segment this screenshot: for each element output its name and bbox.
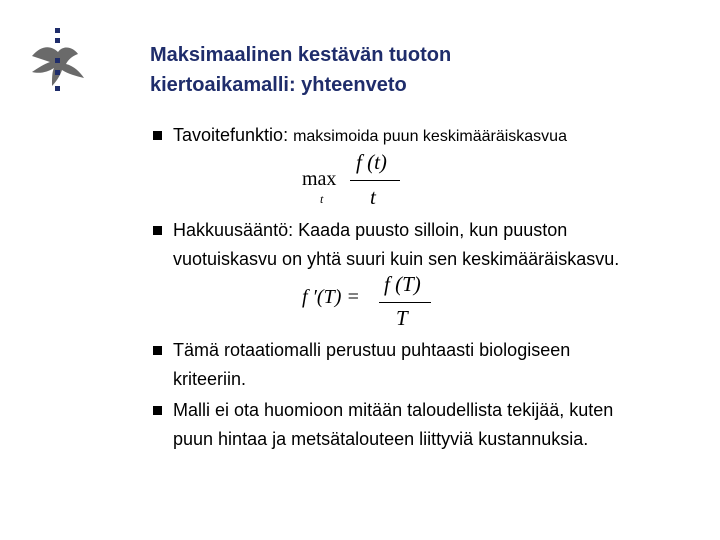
title-line-1: Maksimaalinen kestävän tuoton — [150, 44, 452, 66]
bullet-square-icon — [153, 131, 162, 140]
formula-2-lhs: f ′(T) = — [302, 286, 360, 308]
bullet-3-line-1: Tämä rotaatiomalli perustuu puhtaasti biologiseen — [173, 340, 571, 360]
bullet-cutting-rule — [153, 216, 693, 274]
bullet-1-lead: Tavoitefunktio: — [173, 125, 294, 145]
bullet-4-line-2: puun hintaa ja metsätalouteen liittyviä kustannuksia. — [173, 429, 589, 449]
page-title — [150, 40, 670, 100]
bullet-3-line-2: kriteeriin. — [173, 369, 247, 389]
formula-1-denominator: t — [370, 185, 376, 209]
bullet-4-line-1: Malli ei ota huomioon mitään taloudellista tekijää, kuten — [173, 400, 614, 420]
formula-1-fraction-bar — [350, 180, 400, 181]
formula-1-sub: t — [320, 192, 324, 206]
formula-1-numerator: f (t) — [356, 150, 387, 174]
formula-2-denominator: T — [396, 306, 408, 330]
bullet-no-economics — [153, 396, 693, 454]
title-line-2: kiertoaikamalli: yhteenveto — [150, 74, 407, 96]
bullet-square-icon — [153, 346, 162, 355]
bullet-2-line-1: Hakkuusääntö: Kaada puusto silloin, kun puuston — [173, 220, 568, 240]
university-emblem-icon — [22, 26, 92, 96]
bullet-biological — [153, 336, 693, 394]
formula-2-fraction-bar — [379, 302, 431, 303]
bullet-2-line-2: vuotuiskasvu on yhtä suuri kuin sen keskimääräiskasvu. — [173, 249, 620, 269]
formula-1-max: max — [302, 168, 337, 190]
bullet-1-rest: maksimoida puun keskimääräiskasvua — [293, 128, 567, 145]
formula-2-numerator: f (T) — [384, 272, 421, 296]
bullet-square-icon — [153, 226, 162, 235]
bullet-square-icon — [153, 406, 162, 415]
bullet-objective — [153, 121, 673, 151]
